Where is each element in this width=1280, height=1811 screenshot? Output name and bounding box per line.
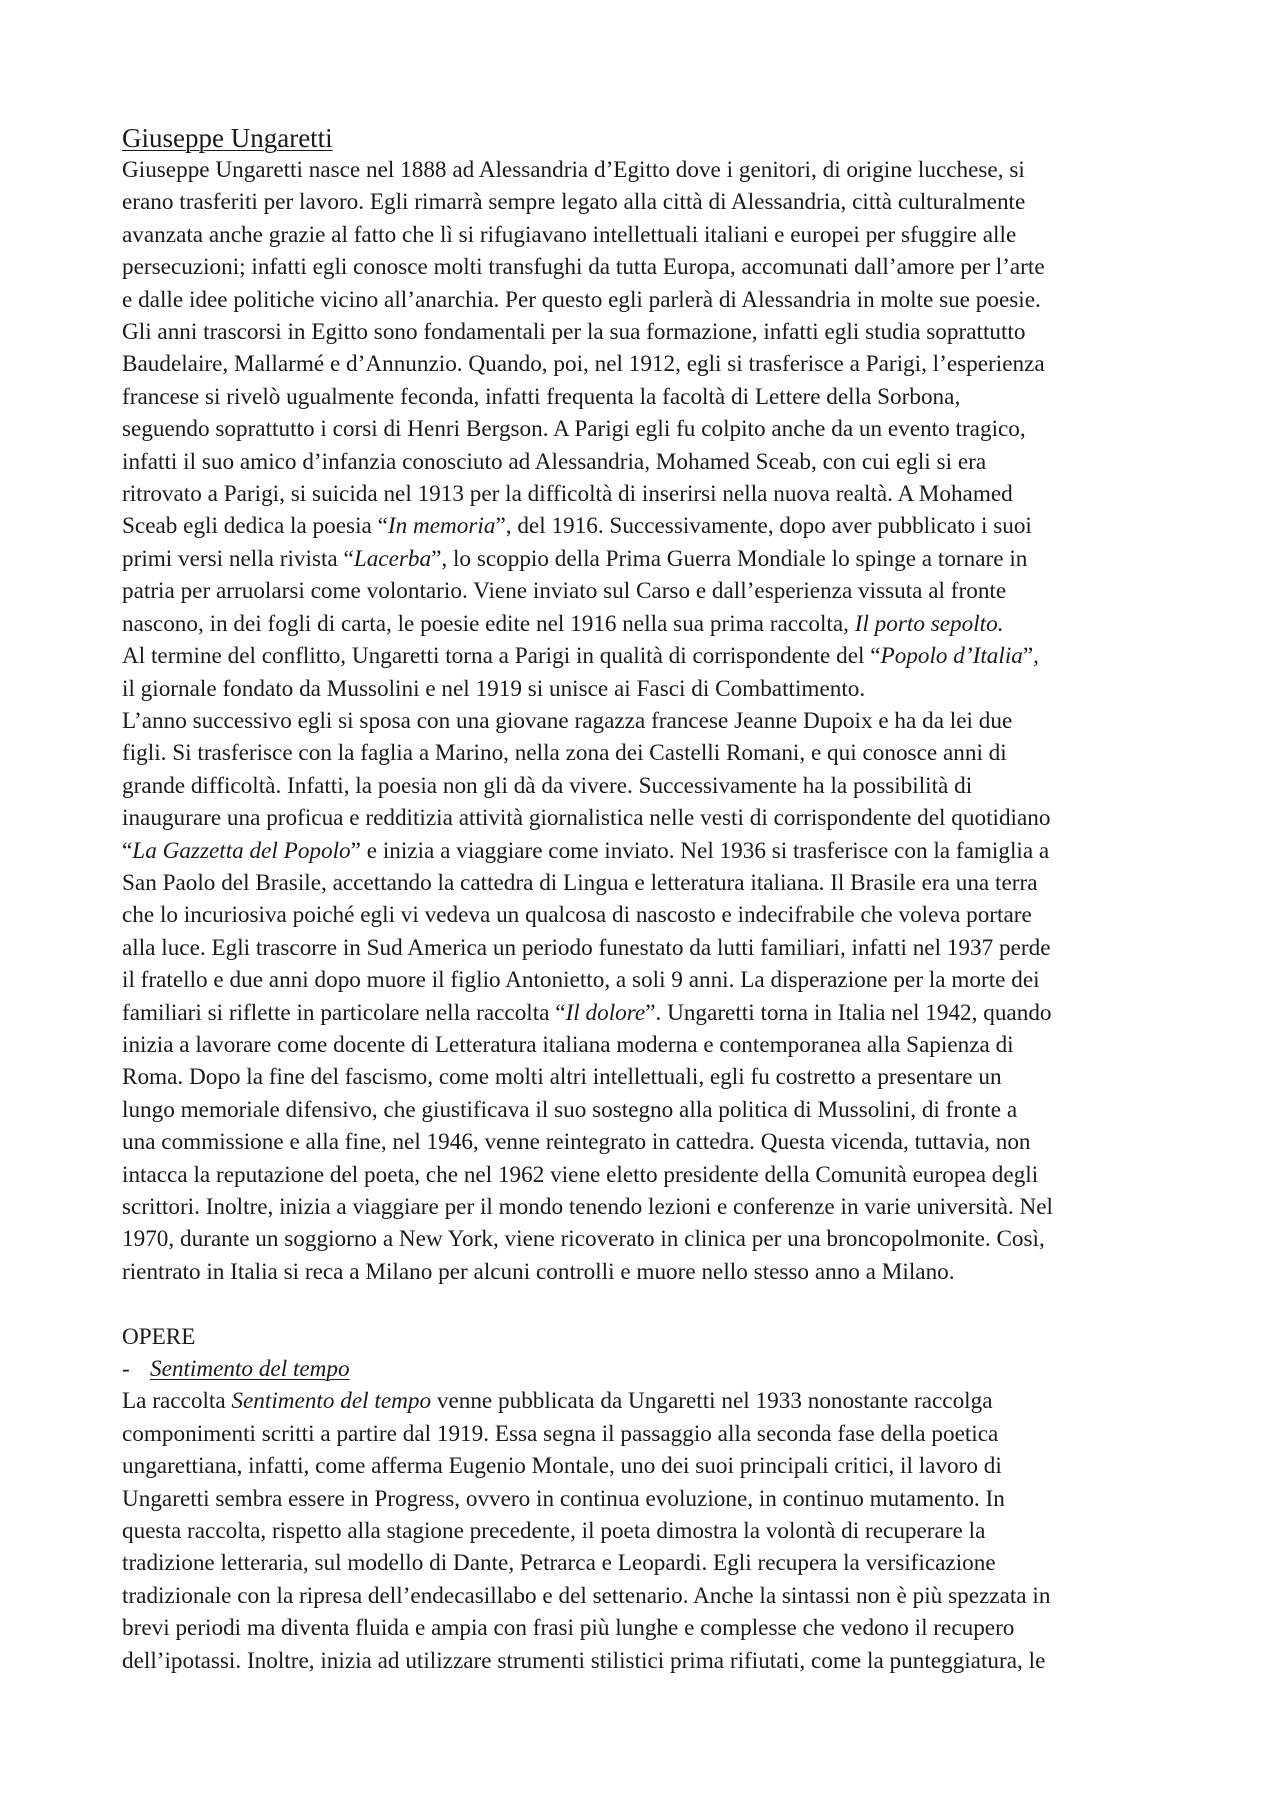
text-line — [122, 1418, 1158, 1450]
text-line — [122, 1029, 1158, 1061]
italic-title: Il dolore — [565, 999, 646, 1026]
text-segment: familiari si riflette in particolare nella raccolta “ — [122, 999, 566, 1026]
text-segment: figli. Si trasferisce con la faglia a Marino, nella zona dei Castelli Romani, e qui conosce anni di — [122, 740, 1007, 767]
text-line — [122, 932, 1158, 964]
text-line — [122, 1385, 1158, 1417]
text-segment: Al termine del conflitto, Ungaretti torna a Parigi in qualità di corrispondente del “ — [122, 643, 881, 670]
text-line — [122, 1094, 1158, 1126]
text-segment: Giuseppe Ungaretti nasce nel 1888 ad Alessandria d’Egitto dove i genitori, di origine lucchese, si — [122, 157, 1025, 183]
text-line — [122, 186, 1158, 218]
text-segment: ” e inizia a viaggiare come inviato. Nel 1936 si trasferisce con la famiglia a — [350, 837, 1050, 864]
text-line — [122, 154, 1158, 186]
text-line — [122, 997, 1158, 1029]
text-segment: San Paolo del Brasile, accettando la cattedra di Lingua e letteratura italiana. Il Brasile era una terra — [122, 869, 1038, 896]
text-line — [122, 510, 1158, 542]
text-line — [122, 1191, 1158, 1223]
text-segment: alla luce. Egli trascorre in Sud America un periodo funestato da lutti familiari, infatti nel 1937 perde — [122, 934, 1051, 961]
text-segment: inizia a lavorare come docente di Letteratura italiana moderna e contemporanea alla Sapienza di — [122, 1031, 1014, 1058]
text-line — [122, 835, 1158, 867]
text-segment: il fratello e due anni dopo muore il figlio Antonietto, a soli 9 anni. La disperazione per la morte dei — [122, 967, 1040, 994]
document-page — [122, 122, 1158, 1677]
italic-title: Il porto sepolto. — [854, 610, 1004, 637]
text-segment: il giornale fondato da Mussolini e nel 1919 si unisce ai Fasci di Combattimento. — [122, 675, 866, 702]
italic-title: Lacerba — [353, 545, 432, 572]
text-segment: ”, del 1916. Successivamente, dopo aver pubblicato i suoi — [495, 513, 1032, 540]
text-line — [122, 543, 1158, 575]
text-segment: primi versi nella rivista “ — [122, 545, 354, 572]
text-line — [122, 446, 1158, 478]
text-line — [122, 1515, 1158, 1547]
text-segment: ”, lo scoppio della Prima Guerra Mondiale lo spinge a tornare in — [431, 545, 1028, 572]
document-title: Giuseppe Ungaretti — [122, 123, 333, 153]
text-segment: seguendo soprattutto i corsi di Henri Bergson. A Parigi egli fu colpito anche da un evento tragico, — [122, 416, 1026, 443]
text-line — [122, 737, 1158, 769]
text-segment: avanzata anche grazie al fatto che lì si rifugiavano intellettuali italiani e europei per sfuggire alle — [122, 221, 1017, 248]
text-segment: e dalle idee politiche vicino all’anarchia. Per questo egli parlerà di Alessandria in molte sue poesie. — [122, 286, 1041, 313]
text-segment: inaugurare una proficua e redditizia attività giornalistica nelle vesti di corrispondente del quotidiano — [122, 805, 1051, 832]
text-segment: che lo incuriosiva poiché egli vi vedeva un qualcosa di nascosto e indecifrabile che voleva portare — [122, 902, 1032, 929]
text-segment: erano trasferiti per lavoro. Egli rimarrà sempre legato alla città di Alessandria, città culturalmente — [122, 189, 1026, 216]
text-segment: infatti il suo amico d’infanzia conosciuto ad Alessandria, Mohamed Sceab, con cui egli si era — [122, 448, 987, 475]
text-segment: 1970, durante un soggiorno a New York, viene ricoverato in clinica per una broncopolmonite. Così, — [122, 1226, 1045, 1253]
text-line — [122, 316, 1158, 348]
text-segment: ritrovato a Parigi, si suicida nel 1913 per la difficoltà di inserirsi nella nuova realtà. A Mohamed — [122, 481, 1013, 508]
text-line — [122, 705, 1158, 737]
text-line — [122, 251, 1158, 283]
text-segment: francese si rivelò ugualmente feconda, infatti frequenta la facoltà di Lettere della Sorbona, — [122, 383, 961, 410]
text-line — [122, 1580, 1158, 1612]
text-segment: dell’ipotassi. Inoltre, inizia ad utilizzare strumenti stilistici prima rifiutati, come la punteggiatura, le — [122, 1647, 1046, 1674]
italic-title: Sentimento del tempo — [231, 1388, 432, 1415]
text-segment: persecuzioni; infatti egli conosce molti transfughi da tutta Europa, accomunati dall’amore per l’arte — [122, 254, 1045, 281]
text-segment: ”. Ungaretti torna in Italia nel 1942, quando — [645, 999, 1052, 1026]
text-line — [122, 575, 1158, 607]
text-segment: ungarettiana, infatti, come afferma Eugenio Montale, uno dei suoi principali critici, il lavoro di — [122, 1453, 1002, 1480]
text-segment: Sceab egli dedica la poesia “ — [122, 513, 388, 540]
text-segment: L’anno successivo egli si sposa con una giovane ragazza francese Jeanne Dupoix e ha da lei due — [122, 707, 1013, 734]
text-line — [122, 348, 1158, 380]
text-line — [122, 867, 1158, 899]
text-line — [122, 1223, 1158, 1255]
text-line — [122, 478, 1158, 510]
text-segment: rientrato in Italia si reca a Milano per alcuni controlli e muore nello stesso anno a Milano. — [122, 1258, 955, 1285]
italic-title: In memoria — [387, 513, 496, 540]
text-segment: brevi periodi ma diventa fluida e ampia con frasi più lunghe e complesse che vedono il recupero — [122, 1615, 1015, 1642]
text-segment: “ — [122, 837, 133, 864]
list-dash: - — [122, 1356, 130, 1383]
text-segment: tradizionale con la ripresa dell’endecasillabo e del settenario. Anche la sintassi non è più spezzata in — [122, 1582, 1051, 1609]
text-segment: lungo memoriale difensivo, che giustificava il suo sostegno alla politica di Mussolini, di fronte a — [122, 1096, 1018, 1123]
text-segment: Gli anni trascorsi in Egitto sono fondamentali per la sua formazione, infatti egli studia soprattutto — [122, 319, 1026, 346]
text-line — [122, 802, 1158, 834]
text-segment: nascono, in dei fogli di carta, le poesie edite nel 1916 nella sua prima raccolta, — [122, 610, 855, 637]
text-line — [122, 1645, 1158, 1677]
text-segment: una commissione e alla fine, nel 1946, venne reintegrato in cattedra. Questa vicenda, tuttavia, non — [122, 1129, 1031, 1156]
bio-paragraph — [122, 154, 1158, 1288]
text-segment: grande difficoltà. Infatti, la poesia non gli dà da vivere. Successivamente ha la possibilità di — [122, 772, 973, 799]
list-item-title: Sentimento del tempo — [150, 1356, 350, 1383]
text-segment: Ungaretti sembra essere in Progress, ovvero in continua evoluzione, in continuo mutamento. In — [122, 1485, 1005, 1512]
text-line — [122, 1126, 1158, 1158]
text-segment: componimenti scritti a partire dal 1919. Essa segna il passaggio alla seconda fase della poetica — [122, 1420, 999, 1447]
text-segment: Roma. Dopo la fine del fascismo, come molti altri intellettuali, egli fu costretto a presentare un — [122, 1064, 1002, 1091]
italic-title: La Gazzetta del Popolo — [132, 837, 351, 864]
section-heading: OPERE — [122, 1323, 196, 1350]
text-segment: ”, — [1022, 643, 1039, 670]
text-line — [122, 673, 1158, 705]
text-segment: venne pubblicata da Ungaretti nel 1933 nonostante raccolga — [431, 1388, 993, 1415]
text-line — [122, 219, 1158, 251]
text-segment: Baudelaire, Mallarmé e d’Annunzio. Quando, poi, nel 1912, egli si trasferisce a Parigi, l’esperienza — [122, 351, 1045, 378]
text-line — [122, 1612, 1158, 1644]
text-line — [122, 640, 1158, 672]
list-item-sentimento — [122, 1353, 1158, 1385]
text-line — [122, 413, 1158, 445]
text-segment: intacca la reputazione del poeta, che nel 1962 viene eletto presidente della Comunità europea degli — [122, 1161, 1039, 1188]
text-line — [122, 381, 1158, 413]
text-segment: tradizione letteraria, sul modello di Dante, Petrarca e Leopardi. Egli recupera la versificazione — [122, 1550, 996, 1577]
text-segment: patria per arruolarsi come volontario. Viene inviato sul Carso e dall’esperienza vissuta al fronte — [122, 578, 1007, 605]
text-segment: questa raccolta, rispetto alla stagione precedente, il poeta dimostra la volontà di recuperare la — [122, 1518, 986, 1545]
text-line — [122, 770, 1158, 802]
italic-title: Popolo d’Italia — [880, 643, 1023, 670]
text-line — [122, 1450, 1158, 1482]
text-line — [122, 964, 1158, 996]
works-paragraph — [122, 1385, 1158, 1677]
text-line — [122, 899, 1158, 931]
text-line — [122, 1061, 1158, 1093]
text-line — [122, 1483, 1158, 1515]
text-segment: scrittori. Inoltre, inizia a viaggiare per il mondo tenendo lezioni e conferenze in varie università. Nel — [122, 1194, 1053, 1220]
text-line — [122, 608, 1158, 640]
text-line — [122, 1159, 1158, 1191]
text-line — [122, 1256, 1158, 1288]
text-line — [122, 284, 1158, 316]
paragraph-gap — [122, 1288, 1158, 1320]
text-line — [122, 1547, 1158, 1579]
text-segment: La raccolta — [122, 1388, 232, 1415]
